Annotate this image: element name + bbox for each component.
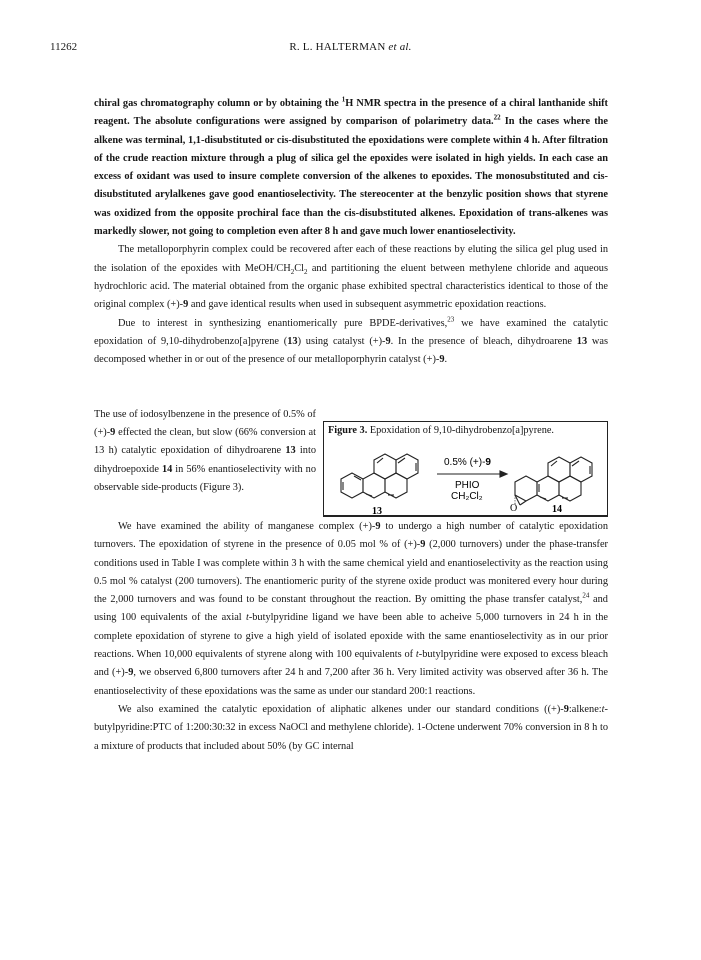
figure-label: Figure 3.	[328, 425, 368, 436]
paragraph-2: The metalloporphyrin complex could be recovered after each of these reactions by eluting the silica gel plug used in the isolation of the epoxides with MeOH/$CH_2Cl_2$ and partitioning the eluent between methylene chloride and aqueous hydrochloric acid. The material obtained from the organic phase exhibited spectral characteristics identical to those of the original complex (+)-9 and gave identical results when used in subsequent asymmetric epoxidation reactions.	[94, 244, 608, 311]
compound-14-label: 14	[552, 504, 562, 515]
running-head-authors: R. L. HALTERMAN	[289, 41, 386, 53]
compound-14-structure	[515, 457, 592, 505]
page-number: 11262	[50, 41, 78, 53]
oxygen-label: O	[510, 503, 518, 514]
reagent-oxidant: PHIO	[455, 480, 480, 491]
figure-3	[323, 421, 608, 517]
paragraph-4: We have examined the ability of manganese complex (+)-9 to undergo a high number of catalytic epoxidation turnovers. The epoxidation of styrene in the presence of 0.05 mol % of (+)-9 (2,000 turnovers) under the phase-transfer conditions used in Table I was complete within 3 h with the same chemical yield and enantioselectivity as the reaction using 0.5 mol % catalyst (200 turnovers). The enantiomeric purity of the styrene oxide product was monitered every hour during the 2,000 turnovers and was found to be constant throughout the reaction. By omitting the phase transfer catalyst,$^{24}$ and using 100 equivalents of the axial t-butylpyridine ligand we have been able to acheive 5,000 turnovers in 24 h in the complete epoxidation of styrene to give a high yield of isolated epoxide with the same enantioselectivity as in our prior reactions. When 10,000 equivalents of styrene along with 100 equivalents of t-butylpyridine were exposed to excess bleach and (+)-9, we observed 6,800 turnovers after 24 h and 7,200 after 36 h. Very limited activity was observed after 36 h. The enantioselectivity of these epoxidations was the same as under our standard 200:1 reactions.	[94, 521, 608, 697]
paragraph-5: We also examined the catalytic epoxidation of aliphatic alkenes under our standard conditions ((+)-9:alkene:t-butylpyridine:PTC of 1:200:30:32 in excess NaOCl and methylene chloride). 1-Octene underwent 70% conversion in 8 h to a mixture of products that included about 50% (by GC internal	[94, 703, 608, 752]
reagent-catalyst: 0.5% (+)-9	[444, 457, 491, 468]
running-head	[0, 41, 701, 53]
body-text-lower	[94, 518, 608, 756]
compound-13-structure	[341, 454, 418, 498]
figure-caption-text: Epoxidation of 9,10-dihydrobenzo[a]pyrene.	[367, 425, 554, 436]
compound-13-label: 13	[372, 506, 382, 516]
paragraph-3: Due to interest in synthesizing enantiomerically pure BPDE-derivatives,$^{23}$ we have examined the catalytic epoxidation of 9,10-dihydrobenzo[a]pyrene (13) using catalyst (+)-9. In the presence of bleach, dihydroarene 13 was decomposed whether in or out of the presence of our metalloporphyrin catalyst (+)-9.	[94, 315, 608, 366]
body-text-upper	[94, 95, 608, 369]
running-head-etal: et al.	[388, 41, 412, 53]
paragraph-3-wrap: The use of iodosylbenzene in the presence of 0.5% of (+)-9 effected the clean, but slow (66% conversion at 13 h) catalytic epoxidation of dihydroarene 13 into dihydroepoxide 14 in 56% enantioselectivity with no observable side-products (Figure 3).	[94, 409, 316, 493]
reagent-solvent: CH₂Cl₂	[451, 491, 483, 502]
reaction-scheme	[324, 422, 607, 516]
paragraph-1: chiral gas chromatography column or by obtaining the $^1$H NMR spectra in the presence of a chiral lanthanide shift reagent. The absolute configurations were assigned by comparison of polarimetry data.$^{22}$ In the cases where the alkene was terminal, 1,1-disubstituted or cis-disubstituted the epoxidations were complete within 4 h. After filtration of the crude reaction mixture through a plug of silica gel the epoxides were isolated in high yields. In each case an excess of oxidant was used to insure complete conversion of the alkenes to epoxides. The monosubstituted and cis-disubstituted arylalkenes gave good enantioselectivity. The stereocenter at the benzylic position shows that styrene was oxidized from the opposite prochiral face than the cis-disubstituted alkenes. Epoxidation of trans-alkenes was markedly slower, not going to completion even after 8 h and gave much lower enantioselectivity.	[94, 95, 608, 238]
